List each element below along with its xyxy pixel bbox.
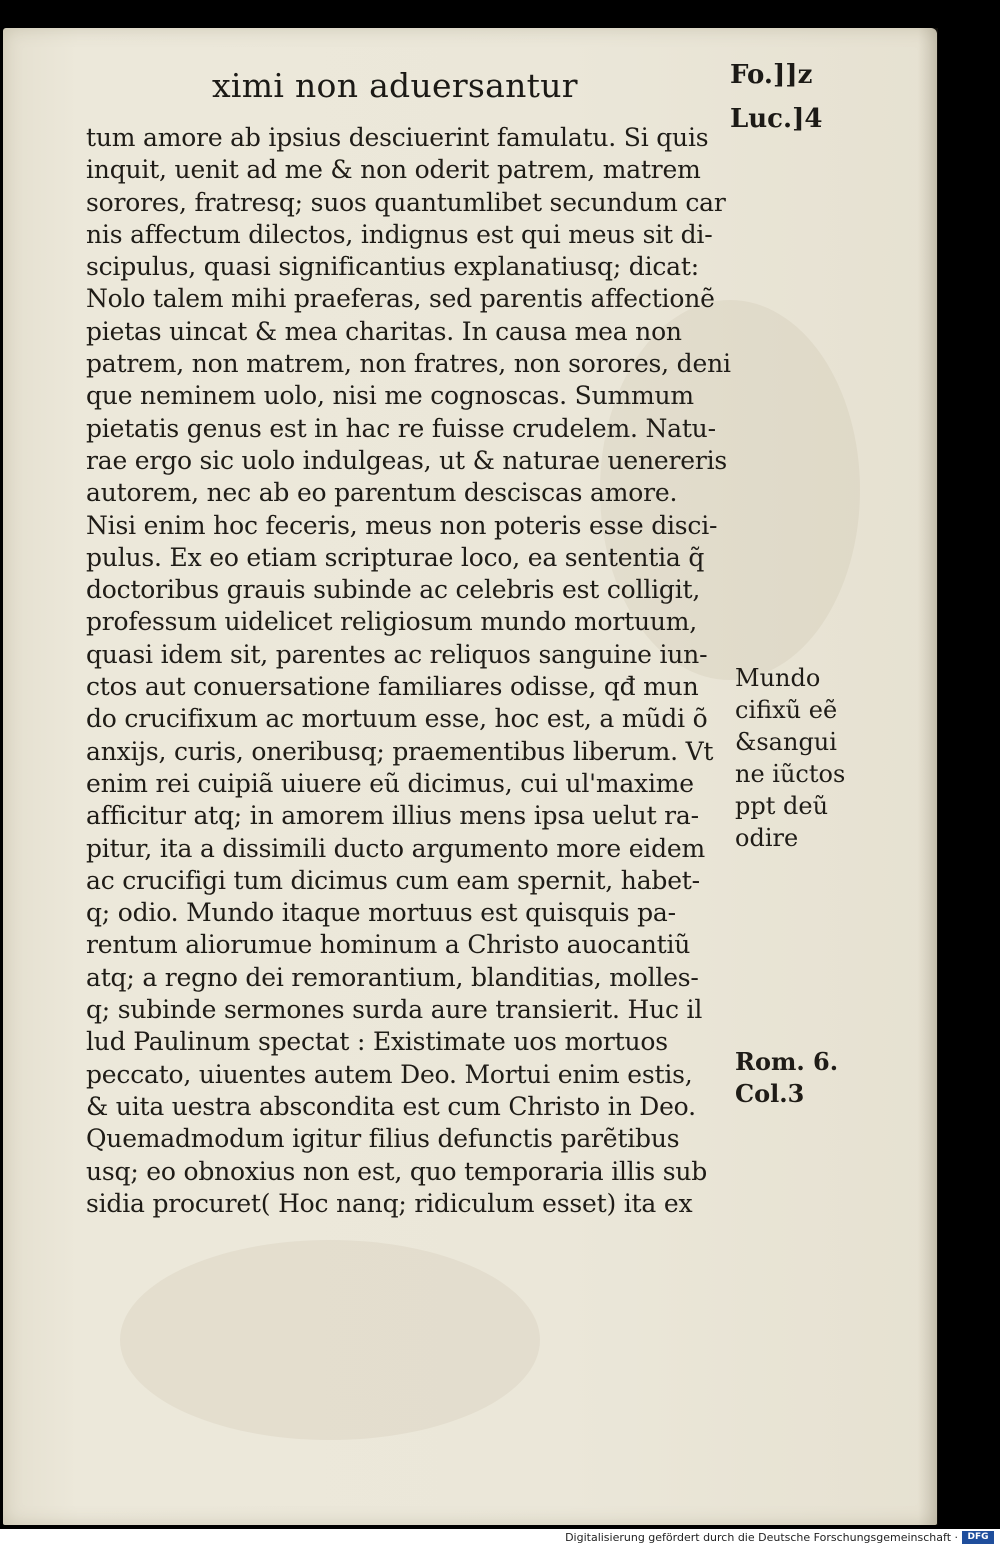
- text-line: do crucifixum ac mortuum esse, hoc est, a mũdi õ: [86, 704, 708, 734]
- text-line: anxijs, curis, oneribusq; praementibus liberum. Vt: [86, 736, 714, 766]
- margin-note-line: ne iũctos: [735, 760, 846, 788]
- text-line: pitur, ita a dissimili ducto argumento more eidem: [86, 833, 705, 863]
- text-line: nis affectum dilectos, indignus est qui meus sit di-: [86, 219, 713, 249]
- text-line: quasi idem sit, parentes ac reliquos sanguine iun-: [86, 639, 708, 669]
- text-line: sidia procuret( Hoc nanq; ridiculum esset) ita ex: [86, 1188, 693, 1218]
- running-head: ximi non aduersantur: [212, 66, 578, 105]
- margin-note-line: ppt deũ: [735, 792, 829, 820]
- text-line: Nisi enim hoc feceris, meus non poteris esse disci-: [86, 510, 718, 540]
- text-line: afficitur atq; in amorem illius mens ipsa uelut ra-: [86, 801, 699, 831]
- footer-credit: Digitalisierung gefördert durch die Deutsche Forschungsgemeinschaft ·: [565, 1531, 958, 1544]
- body-text-block: [86, 122, 731, 1220]
- text-line: pietatis genus est in hac re fuisse crudelem. Natu-: [86, 413, 716, 443]
- text-line: autorem, nec ab eo parentum desciscas amore.: [86, 478, 678, 508]
- text-line: tum amore ab ipsius desciuerint famulatu. Si quis: [86, 123, 709, 152]
- margin-note-line: odire: [735, 824, 799, 852]
- margin-note-line: Rom. 6.: [735, 1047, 839, 1076]
- text-line: lud Paulinum spectat : Existimate uos mortuos: [86, 1027, 668, 1057]
- text-line: peccato, uiuentes autem Deo. Mortui enim estis,: [86, 1059, 693, 1089]
- margin-note-romans: [735, 1046, 885, 1110]
- text-line: que neminem uolo, nisi me cognoscas. Summum: [86, 381, 694, 411]
- text-line: enim rei cuipiã uiuere eũ dicimus, cui ul'maxime: [86, 768, 694, 798]
- margin-note-line: cifixũ eẽ: [735, 696, 838, 724]
- digitization-footer: [0, 1529, 1000, 1547]
- text-line: inquit, uenit ad me & non oderit patrem, matrem: [86, 155, 701, 185]
- margin-reference-luke: Luc.]4: [730, 104, 823, 134]
- text-line: ac crucifigi tum dicimus cum eam spernit, habet-: [86, 865, 700, 895]
- folio-number: Fo.]]z: [730, 60, 813, 90]
- text-line: & uita uestra abscondita est cum Christo in Deo.: [86, 1091, 696, 1121]
- text-line: ctos aut conuersatione familiares odisse, qđ mun: [86, 672, 699, 702]
- margin-note-line: Col.3: [735, 1079, 805, 1108]
- margin-note-line: &sangui: [735, 728, 837, 756]
- text-line: atq; a regno dei remorantium, blanditias, molles-: [86, 962, 699, 992]
- text-line: patrem, non matrem, non fratres, non sorores, deni: [86, 349, 731, 379]
- paper-stain: [120, 1240, 540, 1440]
- margin-note-line: Mundo: [735, 664, 821, 692]
- dfg-logo: DFG: [962, 1531, 994, 1544]
- text-line: Nolo talem mihi praeferas, sed parentis affectionẽ: [86, 284, 715, 314]
- text-line: Quemadmodum igitur filius defunctis parẽtibus: [86, 1124, 680, 1154]
- text-line: q; odio. Mundo itaque mortuus est quisquis pa-: [86, 898, 676, 928]
- text-line: q; subinde sermones surda aure transierit. Huc il: [86, 995, 703, 1025]
- text-line: usq; eo obnoxius non est, quo temporaria illis sub: [86, 1156, 708, 1186]
- text-line: sorores, fratresq; suos quantumlibet secundum car: [86, 187, 726, 217]
- margin-note-mundo: [735, 662, 885, 854]
- text-line: professum uidelicet religiosum mundo mortuum,: [86, 607, 698, 637]
- text-line: pulus. Ex eo etiam scripturae loco, ea sententia q̃: [86, 542, 705, 572]
- page-edge-shadow: [918, 28, 938, 1525]
- text-line: rentum aliorumue hominum a Christo auocantiũ: [86, 930, 691, 960]
- text-line: rae ergo sic uolo indulgeas, ut & naturae uenereris: [86, 445, 728, 475]
- text-line: pietas uincat & mea charitas. In causa mea non: [86, 316, 682, 346]
- text-line: scipulus, quasi significantius explanatiusq; dicat:: [86, 252, 699, 282]
- text-line: doctoribus grauis subinde ac celebris est colligit,: [86, 575, 701, 605]
